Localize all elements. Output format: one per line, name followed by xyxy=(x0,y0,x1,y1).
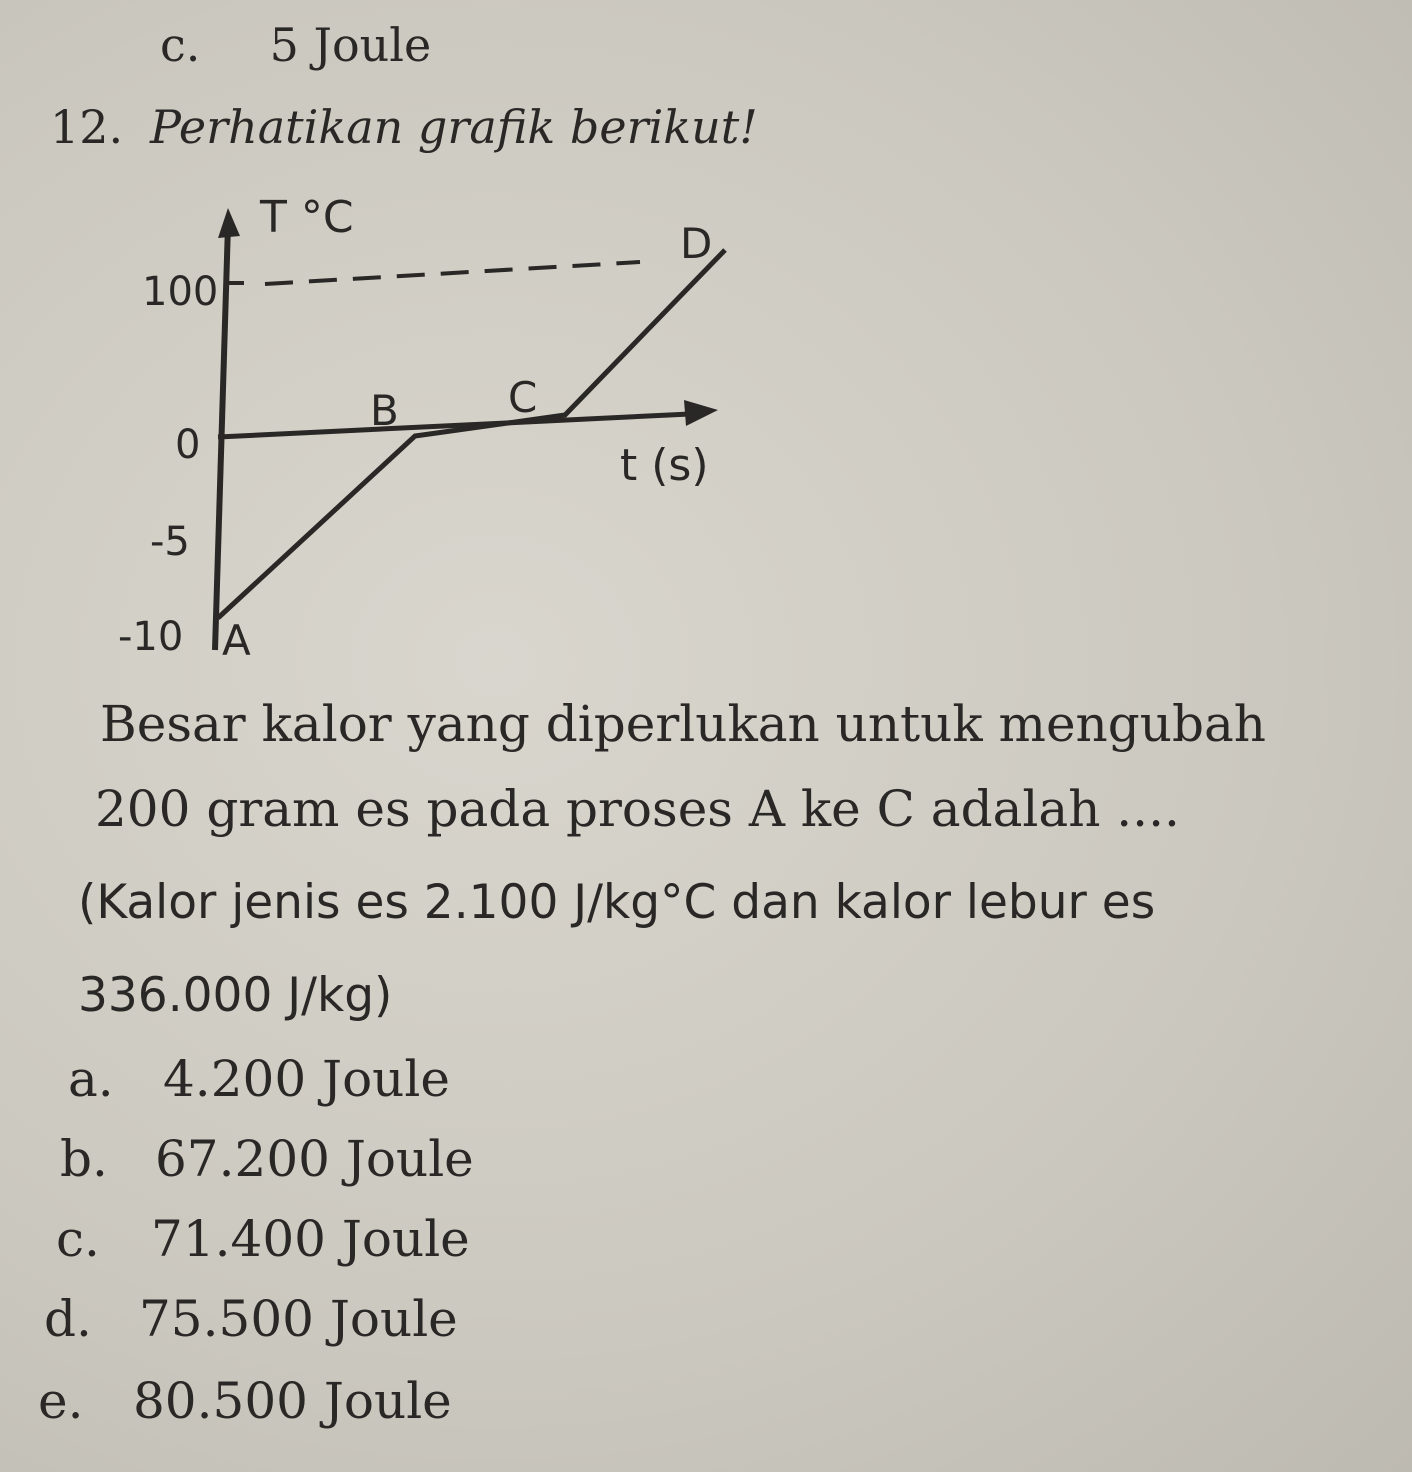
question-prompt: Perhatikan grafik berikut! xyxy=(150,100,758,154)
option-text: 4.200 Joule xyxy=(163,1050,450,1108)
question-body-line-2: 200 gram es pada proses A ke C adalah .... xyxy=(95,780,1180,838)
x-axis xyxy=(218,414,690,437)
option-text: 80.500 Joule xyxy=(133,1372,452,1430)
point-label-a: A xyxy=(222,616,251,665)
option-letter: d. xyxy=(44,1290,92,1348)
option-d[interactable] xyxy=(44,1290,458,1348)
ytick-100: 100 xyxy=(142,269,219,315)
option-letter: e. xyxy=(38,1372,84,1430)
option-letter: c. xyxy=(160,18,201,72)
given-data-line-1: (Kalor jenis es 2.100 J/kg°C dan kalor lebur es xyxy=(78,875,1156,930)
given-data-line-2: 336.000 J/kg) xyxy=(78,968,393,1023)
ytick-minus10: -10 xyxy=(118,614,184,660)
option-letter: c. xyxy=(56,1210,100,1268)
y-axis-arrow xyxy=(218,208,240,238)
option-text: 67.200 Joule xyxy=(155,1130,474,1188)
option-a[interactable] xyxy=(68,1050,450,1108)
option-c[interactable] xyxy=(56,1210,470,1268)
option-letter: b. xyxy=(60,1130,108,1188)
ytick-minus5: -5 xyxy=(150,519,190,565)
option-text: 5 Joule xyxy=(269,18,432,72)
option-letter: a. xyxy=(68,1050,114,1108)
x-axis-label: t (s) xyxy=(620,440,709,491)
y-axis-label: T °C xyxy=(260,192,354,243)
option-b[interactable] xyxy=(60,1130,474,1188)
option-e[interactable] xyxy=(38,1372,452,1430)
point-label-c: C xyxy=(508,373,538,422)
point-label-b: B xyxy=(370,386,399,435)
temperature-time-graph xyxy=(0,0,1412,700)
point-label-d: D xyxy=(680,219,713,268)
option-text: 71.400 Joule xyxy=(151,1210,470,1268)
question-number: 12. xyxy=(50,100,124,154)
reference-line-100 xyxy=(265,262,640,284)
ytick-0: 0 xyxy=(175,422,201,468)
x-axis-arrow xyxy=(684,400,718,426)
question-body-line-1: Besar kalor yang diperlukan untuk mengubah xyxy=(100,695,1266,753)
option-text: 75.500 Joule xyxy=(139,1290,458,1348)
